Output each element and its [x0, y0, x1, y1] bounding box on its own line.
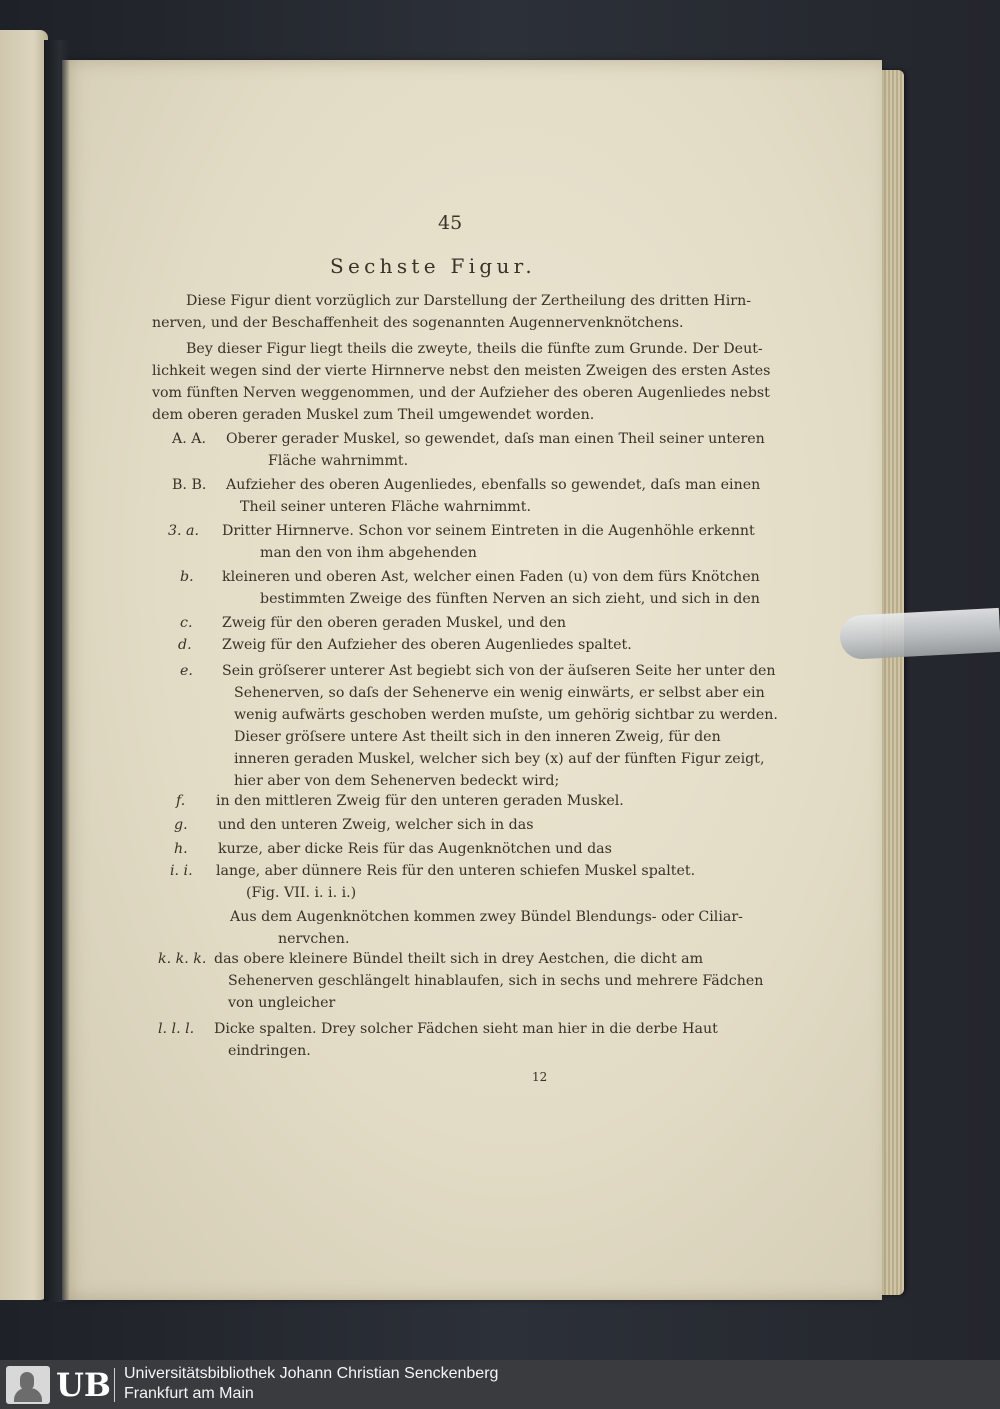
text-line: Sehenerven geschlängelt hinablaufen, sich in sechs und mehrere Fädchen — [228, 973, 764, 989]
entry-key: g. — [174, 817, 188, 833]
entry-text — [214, 948, 763, 1014]
entry-key: f. — [176, 793, 186, 809]
entry-text — [216, 860, 695, 904]
entry-key: h. — [174, 841, 188, 857]
left-page-fragment — [6, 330, 12, 340]
entry-text — [218, 838, 612, 860]
entry-key: l. l. l. — [158, 1021, 195, 1037]
text-line: Bey dieser Figur liegt theils die zweyte, theils die fünfte zum Grunde. Der Deut- — [186, 341, 763, 357]
entry-text — [226, 428, 765, 472]
text-line: Dritter Hirnnerve. Schon vor seinem Eintreten in die Augenhöhle erkennt — [222, 523, 755, 539]
text-line: nerven, und der Beschaffenheit des sogenannten Augennervenknötchens. — [152, 315, 684, 331]
text-line: Aufzieher des oberen Augenliedes, ebenfalls so gewendet, daſs man einen — [226, 477, 761, 493]
text-line: kurze, aber dicke Reis für das Augenknötchen und das — [218, 841, 612, 857]
text-line: Sein gröſserer unterer Ast begiebt sich von der äuſseren Seite her unter den — [222, 663, 776, 679]
portrait-logo-icon — [6, 1366, 50, 1404]
left-page-edge — [0, 30, 48, 1300]
intro-paragraph-2 — [152, 338, 771, 426]
text-line: eindringen. — [228, 1043, 311, 1059]
text-line: dem oberen geraden Muskel zum Theil umgewendet worden. — [152, 407, 595, 423]
text-line: Diese Figur dient vorzüglich zur Darstellung der Zertheilung des dritten Hirn- — [186, 293, 752, 309]
text-line: Dicke spalten. Drey solcher Fädchen sieht man hier in die derbe Haut — [214, 1021, 718, 1037]
library-name: Universitätsbibliothek Johann Christian Senckenberg — [124, 1365, 499, 1382]
entry-key: A. A. — [172, 431, 207, 447]
text-line: Aus dem Augenknötchen kommen zwey Bündel Blendungs- oder Ciliar- — [230, 909, 743, 925]
library-footer — [0, 1360, 1000, 1409]
entry-key: d. — [178, 637, 192, 653]
text-line: Dieser gröſsere untere Ast theilt sich in den inneren Zweig, für den — [234, 729, 721, 745]
entry-text — [222, 660, 778, 792]
text-line: (Fig. VII. i. i. i.) — [246, 885, 357, 901]
text-line: hier aber von dem Sehenerven bedeckt wird; — [234, 773, 560, 789]
text-line: und den unteren Zweig, welcher sich in das — [218, 817, 534, 833]
text-line: Theil seiner unteren Fläche wahrnimmt. — [240, 499, 531, 515]
entry-key: B. B. — [172, 477, 207, 493]
entry-key: 3. a. — [168, 523, 200, 539]
text-line: das obere kleinere Bündel theilt sich in drey Aestchen, die dicht am — [214, 951, 704, 967]
entry-text — [222, 566, 760, 610]
entry-text — [216, 790, 624, 812]
text-line: Sehenerven, so daſs der Sehenerve ein wenig einwärts, er selbst aber ein — [234, 685, 765, 701]
text-line: wenig aufwärts geschoben werden muſste, um gehörig sichtbar zu werden. — [234, 707, 778, 723]
entry-key: c. — [180, 615, 193, 631]
text-line: man den von ihm abgehenden — [260, 545, 477, 561]
text-line: Zweig für den Aufzieher des oberen Augenliedes spaltet. — [222, 637, 632, 653]
entry-key: e. — [180, 663, 193, 679]
text-line: von ungleicher — [228, 995, 336, 1011]
entry-text — [222, 520, 755, 564]
signature-mark: 12 — [532, 1070, 548, 1084]
entry-text — [222, 634, 632, 656]
page-number: 45 — [438, 212, 463, 234]
text-line: bestimmten Zweige des fünften Nerven an sich zieht, und sich in den — [260, 591, 760, 607]
entry-text — [230, 906, 743, 950]
entry-text — [218, 814, 534, 836]
library-city: Frankfurt am Main — [124, 1385, 254, 1402]
intro-paragraph — [152, 290, 752, 334]
text-line: vom fünften Nerven weggenommen, und der Aufzieher des oberen Augenliedes nebst — [152, 385, 770, 401]
entry-text — [226, 474, 760, 518]
text-line: kleineren und oberen Ast, welcher einen Faden (u) von dem fürs Knötchen — [222, 569, 760, 585]
text-line: inneren geraden Muskel, welcher sich bey (x) auf der fünften Figur zeigt, — [234, 751, 765, 767]
glass-bookmark — [839, 608, 1000, 660]
entry-key: b. — [180, 569, 194, 585]
text-line: lange, aber dünnere Reis für den unteren schiefen Muskel spaltet. — [216, 863, 696, 879]
text-line: Zweig für den oberen geraden Muskel, und den — [222, 615, 566, 631]
text-line: nervchen. — [278, 931, 350, 947]
text-line: in den mittleren Zweig für den unteren geraden Muskel. — [216, 793, 624, 809]
entry-key: i. i. — [170, 863, 193, 879]
footer-divider — [114, 1368, 115, 1402]
gutter-shadow — [44, 40, 70, 1302]
entry-text — [222, 612, 566, 634]
entry-text — [214, 1018, 718, 1062]
text-line: Fläche wahrnimmt. — [268, 453, 409, 469]
ub-logo: UB — [56, 1366, 111, 1404]
page-title: Sechste Figur. — [330, 254, 536, 278]
text-line: Oberer gerader Muskel, so gewendet, daſs man einen Theil seiner unteren — [226, 431, 765, 447]
text-line: lichkeit wegen sind der vierte Hirnnerve nebst den meisten Zweigen des ersten Astes — [152, 363, 771, 379]
entry-key: k. k. k. — [158, 951, 207, 967]
